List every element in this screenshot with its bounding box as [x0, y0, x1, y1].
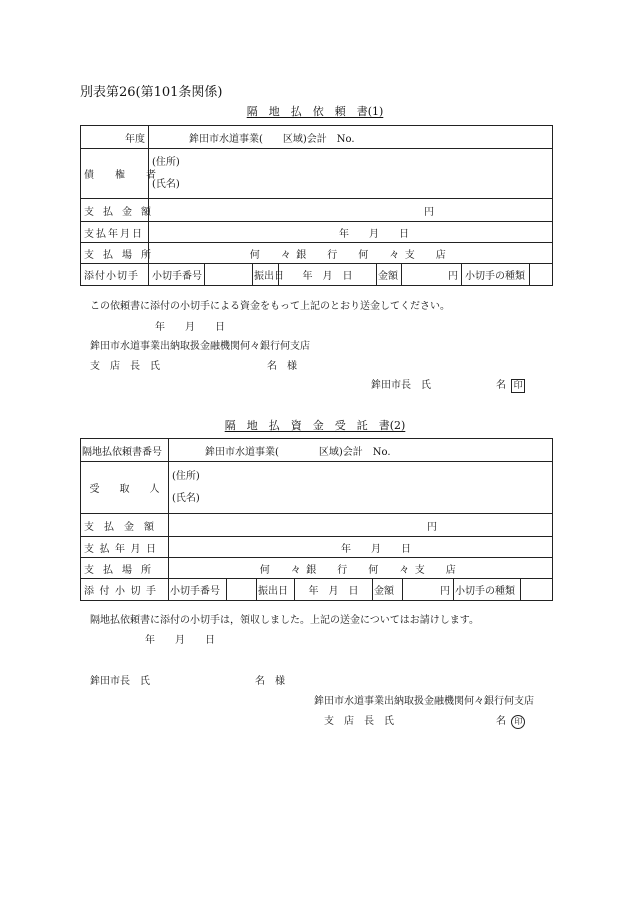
form2-mayor-line: 鉾田市長 氏 — [90, 676, 150, 687]
form1-branch-line: 支 店 長 氏 — [90, 361, 160, 372]
address-label: (住所) — [152, 156, 180, 168]
form2-kingaku-label: 金額 — [373, 579, 403, 601]
attached-check-label: 添付小切手 — [81, 264, 149, 286]
form2-amount-unit: 円 — [169, 514, 553, 537]
amount-label: 支払金額 — [81, 199, 149, 222]
request-text: この依頼書に添付の小切手による資金をもって上記のとおり送金してください。 — [90, 301, 450, 312]
yen-unit: 円 — [402, 264, 462, 286]
seal-circle-icon: 印 — [511, 715, 525, 729]
form2-fiscal-account-value: 鉾田市水道事業( 区域)会計 No. — [169, 439, 553, 462]
form1-title: 隔 地 払 依 頼 書(1) — [246, 105, 384, 118]
receiver-label: 受 取 人 — [81, 462, 169, 514]
fiscal-year-label: 年度 — [81, 126, 149, 149]
form1-table — [80, 125, 553, 286]
form2-payment-place-value: 何 々銀 行 何 々支 店 — [169, 558, 553, 579]
payment-place-label: 支払場所 — [81, 243, 149, 264]
form2-bank-line: 鉾田市水道事業出納取扱金融機関何々銀行何支店 — [314, 696, 534, 707]
receipt-text: 隔地払依頼書に添付の小切手は，領収しました。上記の送金についてはお請けします。 — [90, 615, 479, 626]
form2-title: 隔 地 払 資 金 受 託 書(2) — [224, 419, 406, 432]
amount-unit: 円 — [149, 199, 553, 222]
form2-name-label: (氏名) — [172, 492, 200, 504]
form2-branch-line: 支 店 長 氏 — [324, 716, 394, 727]
payment-date-label: 支払年月日 — [81, 222, 149, 243]
form2-check-type-label: 小切手の種類 — [454, 579, 521, 601]
form1-bank-line: 鉾田市水道事業出納取扱金融機関何々銀行何支店 — [90, 341, 310, 352]
form2-attached-check-label: 添付小切手 — [81, 579, 169, 601]
form2-payment-place-label: 支払場所 — [81, 558, 169, 579]
appendix-heading: 別表第26(第101条関係) — [80, 85, 223, 100]
form2-table — [80, 438, 553, 601]
form2-yen-unit: 円 — [403, 579, 454, 601]
form2-branch-name: 名 — [496, 716, 506, 727]
seal-square-icon: 印 — [511, 379, 525, 393]
form2-mayor-sama: 名 様 — [255, 676, 285, 687]
check-type-label: 小切手の種類 — [462, 264, 530, 286]
fiscal-account-value: 鉾田市水道事業( 区域)会計 No. — [149, 126, 553, 149]
request-number-label: 隔地払依頼書番号 — [81, 439, 169, 462]
form1-mayor-line: 鉾田市長 氏 — [371, 380, 431, 391]
creditor-label: 債 権 者 — [81, 149, 149, 199]
form2-address-label: (住所) — [172, 470, 200, 482]
form2-sign-date: 年 月 日 — [145, 635, 215, 646]
form1-branch-sama: 名 様 — [267, 361, 297, 372]
form2-payment-date-label: 支払年月日 — [81, 537, 169, 558]
check-number-label: 小切手番号 — [149, 264, 205, 286]
form2-issue-date-value: 年 月 日 — [295, 579, 373, 601]
name-label: (氏名) — [152, 178, 180, 190]
payment-place-value: 何 々銀 行 何 々支 店 — [149, 243, 553, 264]
form1-mayor-name: 名 — [496, 380, 506, 391]
form2-check-number-label: 小切手番号 — [169, 579, 227, 601]
form2-payment-date-value: 年 月 日 — [169, 537, 553, 558]
form2-amount-label: 支 払 金 額 — [81, 514, 169, 537]
form2-issue-date-label: 振出日 — [257, 579, 295, 601]
issue-date-value: 年 月 日 — [279, 264, 377, 286]
payment-date-value: 年 月 日 — [149, 222, 553, 243]
kingaku-label: 金額 — [377, 264, 402, 286]
form1-sign-date: 年 月 日 — [155, 322, 225, 333]
issue-date-label: 振出日 — [253, 264, 279, 286]
